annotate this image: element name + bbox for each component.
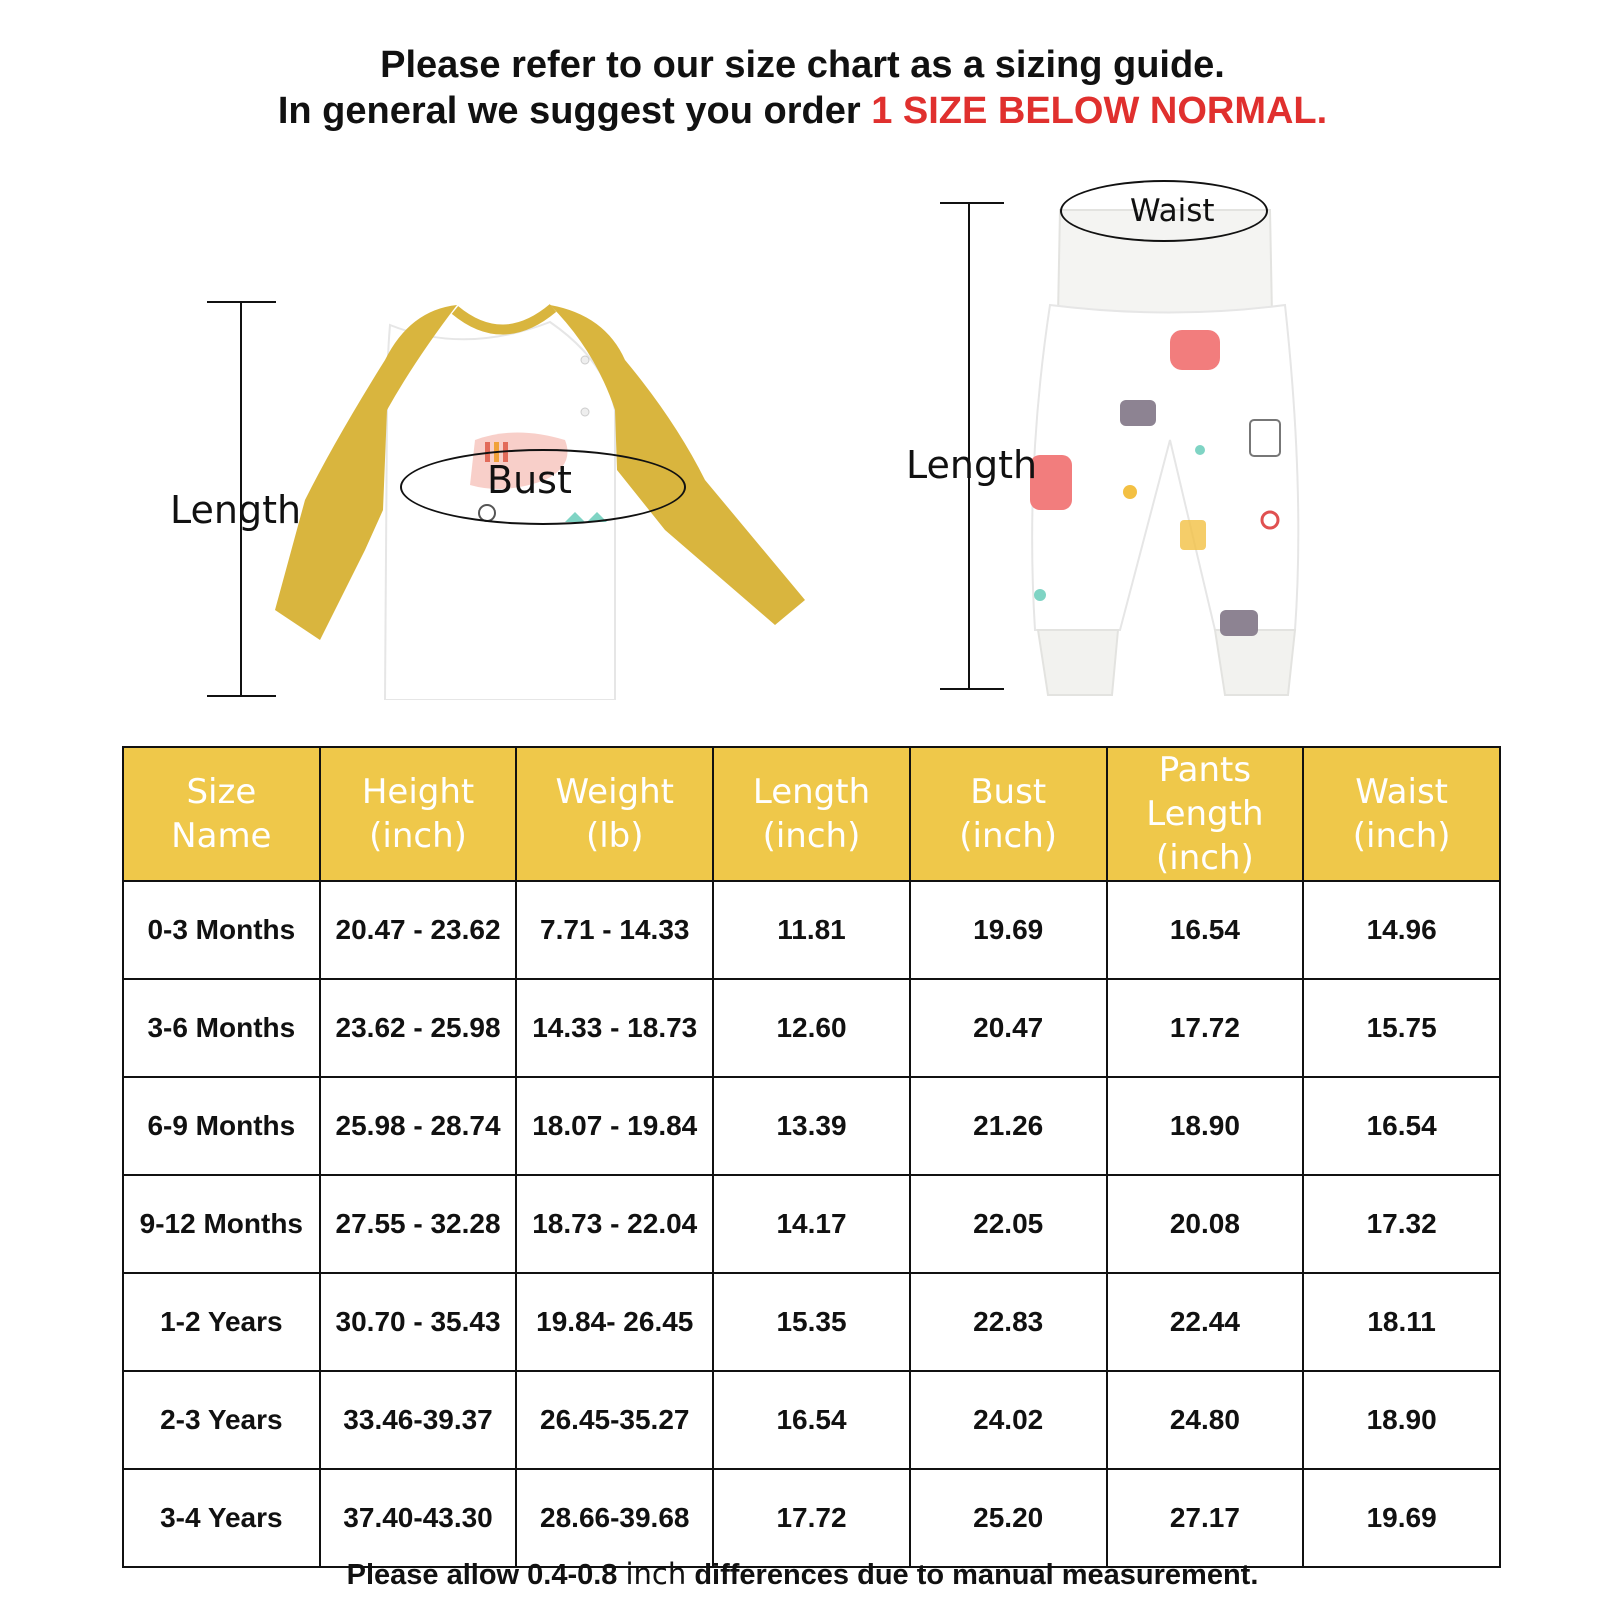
cell-bust: 22.05 [910, 1175, 1107, 1273]
cell-bust: 19.69 [910, 881, 1107, 979]
cell-weight: 7.71 - 14.33 [516, 881, 713, 979]
cell-size-name: 0-3 Months [123, 881, 320, 979]
pants-length-bottom-tick [940, 688, 1004, 690]
header-waist: Waist (inch) [1303, 747, 1500, 881]
cell-waist: 17.32 [1303, 1175, 1500, 1273]
cell-pants-length: 20.08 [1107, 1175, 1304, 1273]
cell-waist: 15.75 [1303, 979, 1500, 1077]
pants-image [1020, 190, 1320, 705]
cell-height: 30.70 - 35.43 [320, 1273, 517, 1371]
header-height: Height (inch) [320, 747, 517, 881]
shirt-length-bottom-tick [207, 695, 276, 697]
table-row [123, 1469, 1500, 1567]
cell-bust: 24.02 [910, 1371, 1107, 1469]
cell-height: 23.62 - 25.98 [320, 979, 517, 1077]
table-row [123, 1175, 1500, 1273]
cell-size-name: 1-2 Years [123, 1273, 320, 1371]
cell-height: 27.55 - 32.28 [320, 1175, 517, 1273]
cell-length: 13.39 [713, 1077, 910, 1175]
cell-waist: 14.96 [1303, 881, 1500, 979]
cell-bust: 22.83 [910, 1273, 1107, 1371]
cell-length: 15.35 [713, 1273, 910, 1371]
cell-waist: 16.54 [1303, 1077, 1500, 1175]
cell-pants-length: 17.72 [1107, 979, 1304, 1077]
table-row [123, 1273, 1500, 1371]
cell-length: 14.17 [713, 1175, 910, 1273]
size-chart-table [122, 746, 1501, 1568]
cell-length: 11.81 [713, 881, 910, 979]
header-weight: Weight (lb) [516, 747, 713, 881]
cell-weight: 19.84- 26.45 [516, 1273, 713, 1371]
table-row [123, 1077, 1500, 1175]
table-row [123, 979, 1500, 1077]
cell-length: 16.54 [713, 1371, 910, 1469]
cell-length: 12.60 [713, 979, 910, 1077]
cell-length: 17.72 [713, 1469, 910, 1567]
cell-waist: 18.90 [1303, 1371, 1500, 1469]
cell-weight: 28.66-39.68 [516, 1469, 713, 1567]
cell-bust: 21.26 [910, 1077, 1107, 1175]
cell-pants-length: 18.90 [1107, 1077, 1304, 1175]
table-row [123, 881, 1500, 979]
cell-weight: 14.33 - 18.73 [516, 979, 713, 1077]
pants-length-top-tick [940, 202, 1004, 204]
heading-line-1: Please refer to our size chart as a sizing guide. [380, 44, 1225, 86]
cell-weight: 18.07 - 19.84 [516, 1077, 713, 1175]
waist-label: Waist [1130, 193, 1215, 229]
cell-weight: 26.45-35.27 [516, 1371, 713, 1469]
cell-height: 25.98 - 28.74 [320, 1077, 517, 1175]
measurement-note-prefix: Please allow 0.4-0.8 [346, 1559, 626, 1591]
measurement-note-suffix: differences due to manual measurement. [686, 1559, 1259, 1591]
cell-size-name: 6-9 Months [123, 1077, 320, 1175]
table-header-row [123, 747, 1500, 881]
header-pants-length: Pants Length (inch) [1107, 747, 1304, 881]
cell-size-name: 2-3 Years [123, 1371, 320, 1469]
measurement-note [0, 1557, 1605, 1592]
measurement-note-unit: inch [625, 1557, 687, 1591]
header-bust: Bust (inch) [910, 747, 1107, 881]
cell-waist: 19.69 [1303, 1469, 1500, 1567]
cell-pants-length: 24.80 [1107, 1371, 1304, 1469]
header-length: Length (inch) [713, 747, 910, 881]
cell-waist: 18.11 [1303, 1273, 1500, 1371]
size-recommendation: 1 SIZE BELOW NORMAL. [871, 90, 1328, 132]
cell-size-name: 9-12 Months [123, 1175, 320, 1273]
bust-label: Bust [487, 458, 572, 502]
cell-pants-length: 27.17 [1107, 1469, 1304, 1567]
cell-bust: 20.47 [910, 979, 1107, 1077]
cell-bust: 25.20 [910, 1469, 1107, 1567]
pants-length-label: Length [906, 443, 1038, 487]
table-row [123, 1371, 1500, 1469]
cell-height: 37.40-43.30 [320, 1469, 517, 1567]
cell-weight: 18.73 - 22.04 [516, 1175, 713, 1273]
cell-size-name: 3-4 Years [123, 1469, 320, 1567]
shirt-length-label: Length [170, 488, 302, 532]
cell-height: 20.47 - 23.62 [320, 881, 517, 979]
heading-line-2-prefix: In general we suggest you order [277, 90, 872, 132]
header-size-name: Size Name [123, 747, 320, 881]
cell-size-name: 3-6 Months [123, 979, 320, 1077]
heading-line-2 [0, 90, 1605, 133]
cell-pants-length: 16.54 [1107, 881, 1304, 979]
cell-pants-length: 22.44 [1107, 1273, 1304, 1371]
cell-height: 33.46-39.37 [320, 1371, 517, 1469]
